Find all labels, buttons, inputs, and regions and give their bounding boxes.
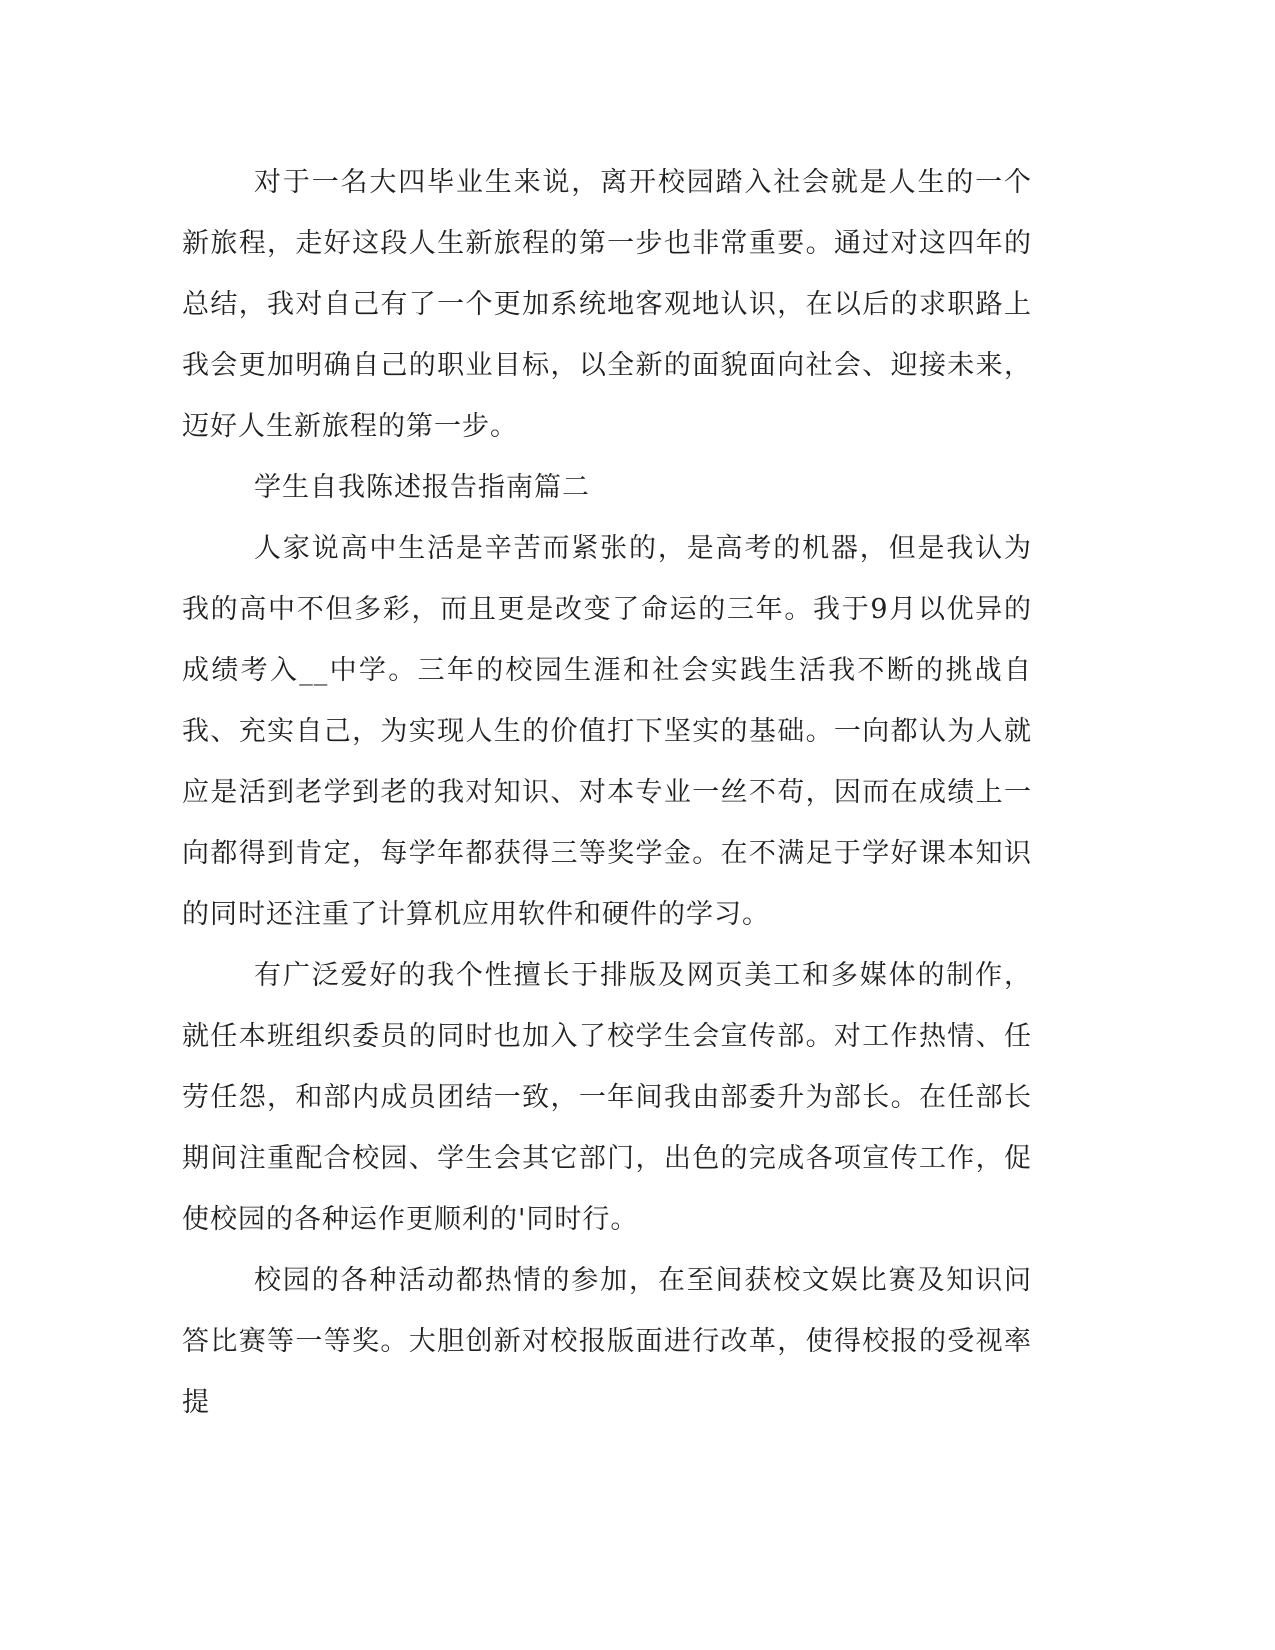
section-heading: 学生自我陈述报告指南篇二 <box>254 472 590 503</box>
paragraph-high-school: 人家说高中生活是辛苦而紧张的，是高考的机器，但是我认为我的高中不但多彩，而且更是改变了命运的三年。我于9月以优异的成绩考入__中学。三年的校园生涯和社会实践生活我不断的挑战自我、充实自己，为实现人生的价值打下坚实的基础。一向都认为人就应是活到老学到老的我对知识、对本专业一丝不苟，因而在成绩上一向都得到肯定，每学年都获得三等奖学金。在不满足于学好课本知识的同时还注重了计算机应用软件和硬件的学习。 <box>182 533 1032 930</box>
paragraph-hobbies: 有广泛爱好的我个性擅长于排版及网页美工和多媒体的制作，就任本班组织委员的同时也加入了校学生会宣传部。对工作热情、任劳任怨，和部内成员团结一致，一年间我由部委升为部长。在任部长期间注重配合校园、学生会其它部门，出色的完成各项宣传工作，促使校园的各种运作更顺利的'同时行。 <box>182 960 1032 1235</box>
paragraph-activities: 校园的各种活动都热情的参加，在至间获校文娱比赛及知识问答比赛等一等奖。大胆创新对校报版面进行改革，使得校报的受视率提 <box>182 1265 1032 1418</box>
paragraph-graduate-journey: 对于一名大四毕业生来说，离开校园踏入社会就是人生的一个新旅程，走好这段人生新旅程的第一步也非常重要。通过对这四年的总结，我对自己有了一个更加系统地客观地认识，在以后的求职路上我会更加明确自己的职业目标，以全新的面貌面向社会、迎接未来，迈好人生新旅程的第一步。 <box>182 167 1032 442</box>
document-body <box>182 152 1032 1433</box>
